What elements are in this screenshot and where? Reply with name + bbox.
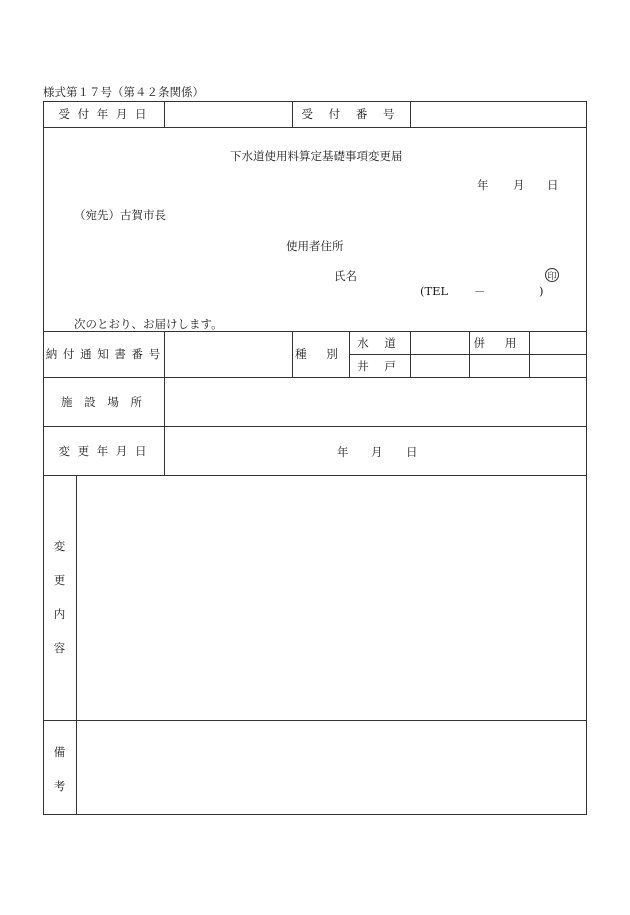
label-char: 変 xyxy=(53,539,66,553)
water-supply-field[interactable] xyxy=(410,331,469,354)
label-char: 更 xyxy=(53,573,66,587)
receipt-date-label: 受 付 年 月 日 xyxy=(58,107,149,121)
receipt-date-field[interactable] xyxy=(165,101,292,127)
label-char: 内 xyxy=(53,607,66,621)
payment-notice-number-label: 納 付 通 知 書 番 号 xyxy=(45,347,162,361)
change-date-day: 日 xyxy=(406,445,418,459)
label-char: 容 xyxy=(53,641,66,655)
combined-use-field[interactable] xyxy=(529,331,587,354)
form-title: 下水道使用料算定基礎事項変更届 xyxy=(230,149,403,163)
seal-mark: 印 xyxy=(545,268,559,282)
intro-text: 次のとおり、お届けします。 xyxy=(74,317,223,331)
change-date-month: 月 xyxy=(371,445,383,459)
form-number: 様式第１７号（第４２条関係） xyxy=(43,85,204,99)
applicant-name-label: 氏名 xyxy=(334,269,357,283)
addressee: （宛先）古賀市長 xyxy=(74,208,166,222)
facility-location-label: 施 設 場 所 xyxy=(61,394,146,409)
remarks-field[interactable] xyxy=(77,720,587,815)
label-char: 考 xyxy=(53,779,66,793)
type-label: 種 別 xyxy=(295,347,346,361)
payment-notice-number-field[interactable] xyxy=(165,331,292,377)
facility-location-field[interactable] xyxy=(165,377,587,426)
change-date-year: 年 xyxy=(337,445,349,459)
divider xyxy=(43,127,587,128)
notice-date-day: 日 xyxy=(547,178,559,192)
change-date-label: 変 更 年 月 日 xyxy=(58,443,149,458)
applicant-address-label: 使用者住所 xyxy=(286,239,344,253)
water-supply-label: 水 道 xyxy=(357,335,402,350)
receipt-number-field[interactable] xyxy=(411,101,587,127)
label-char: 備 xyxy=(53,745,66,759)
tel-open: (TEL xyxy=(420,284,449,298)
change-content-label xyxy=(43,539,76,655)
remarks-label xyxy=(43,745,76,793)
tel-dash: － xyxy=(474,285,486,299)
change-content-field[interactable] xyxy=(77,475,587,720)
notice-date-year: 年 xyxy=(477,178,489,192)
combined-use-label: 併 用 xyxy=(473,335,525,350)
notice-date-month: 月 xyxy=(513,178,525,192)
well-label: 井 戸 xyxy=(357,358,402,373)
well-field[interactable] xyxy=(410,354,469,377)
tel-close: ) xyxy=(539,284,544,298)
receipt-number-label: 受 付 番 号 xyxy=(301,107,401,121)
